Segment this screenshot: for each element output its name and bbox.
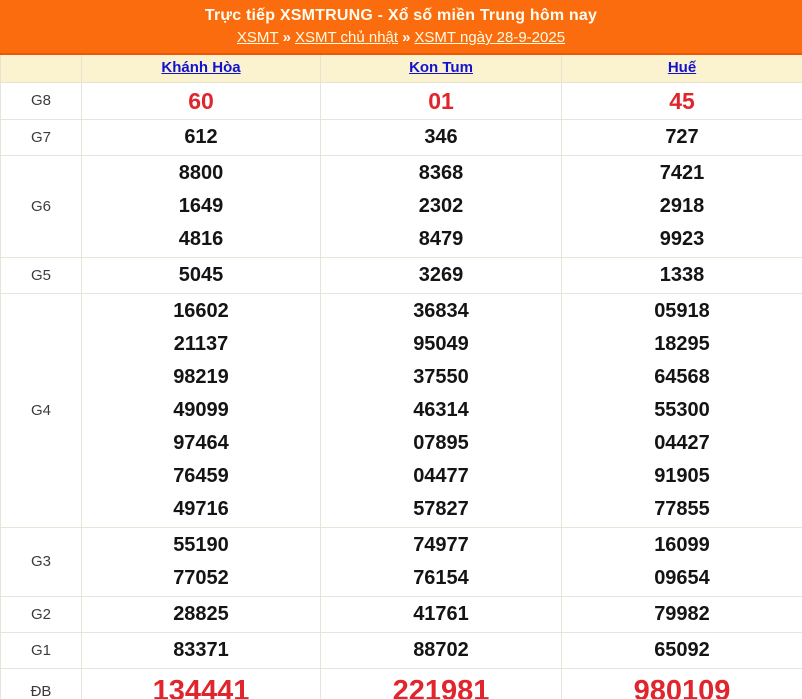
prize-number: 2302 bbox=[418, 194, 464, 217]
prize-cell bbox=[321, 596, 562, 632]
prize-number: 79982 bbox=[654, 602, 710, 625]
prize-number: 5045 bbox=[178, 263, 224, 286]
prize-number: 77855 bbox=[654, 497, 710, 520]
prize-cell bbox=[82, 82, 321, 119]
prize-number: 74977 bbox=[413, 533, 469, 556]
prize-number: 980109 bbox=[633, 674, 731, 699]
breadcrumb-link-xsmt-date[interactable]: XSMT ngày 28-9-2025 bbox=[414, 29, 566, 46]
prize-number: 346 bbox=[424, 125, 458, 148]
prize-number: 07895 bbox=[413, 431, 469, 454]
prize-number: 2918 bbox=[659, 194, 705, 217]
prize-number: 36834 bbox=[413, 299, 469, 322]
province-header-row bbox=[1, 55, 802, 82]
prize-label: G1 bbox=[1, 632, 82, 668]
results-body bbox=[1, 82, 802, 699]
prize-cell bbox=[562, 82, 802, 119]
prize-cell bbox=[562, 119, 802, 155]
breadcrumb-link-xsmt[interactable]: XSMT bbox=[236, 29, 279, 46]
prize-number: 37550 bbox=[413, 365, 469, 388]
prize-number: 49099 bbox=[173, 398, 229, 421]
prize-row-g8 bbox=[1, 82, 802, 119]
prize-number: 16602 bbox=[173, 299, 229, 322]
prize-number: 04477 bbox=[413, 464, 469, 487]
prize-label: G7 bbox=[1, 119, 82, 155]
prize-cell bbox=[321, 527, 562, 596]
prize-cell bbox=[82, 119, 321, 155]
breadcrumb-separator: » bbox=[402, 29, 411, 46]
prize-row-g6 bbox=[1, 155, 802, 257]
prize-number: 55190 bbox=[173, 533, 229, 556]
prize-label: G3 bbox=[1, 527, 82, 596]
prize-label: G2 bbox=[1, 596, 82, 632]
prize-cell bbox=[321, 668, 562, 699]
prize-number: 95049 bbox=[413, 332, 469, 355]
prize-number: 4816 bbox=[178, 227, 224, 250]
prize-number: 88702 bbox=[413, 638, 469, 661]
province-link-kon-tum[interactable]: Kon Tum bbox=[409, 59, 473, 77]
prize-number: 05918 bbox=[654, 299, 710, 322]
prize-label: ĐB bbox=[1, 668, 82, 699]
prize-number: 8800 bbox=[178, 161, 224, 184]
prize-number: 612 bbox=[184, 125, 218, 148]
prize-number: 8368 bbox=[418, 161, 464, 184]
prize-cell bbox=[82, 155, 321, 257]
prize-cell bbox=[562, 668, 802, 699]
prize-number: 83371 bbox=[173, 638, 229, 661]
page-banner bbox=[0, 0, 802, 55]
prize-number: 45 bbox=[669, 87, 695, 114]
prize-cell bbox=[82, 293, 321, 527]
province-header-kon-tum bbox=[321, 55, 562, 82]
prize-number: 1649 bbox=[178, 194, 224, 217]
prize-row-g1 bbox=[1, 632, 802, 668]
prize-number: 77052 bbox=[173, 566, 229, 589]
breadcrumb-separator: » bbox=[282, 29, 291, 46]
prize-row-g2 bbox=[1, 596, 802, 632]
prize-number: 8479 bbox=[418, 227, 464, 250]
prize-row-g7 bbox=[1, 119, 802, 155]
page-title: Trực tiếp XSMTRUNG - Xổ số miền Trung hôm nay bbox=[204, 7, 598, 24]
prize-number: 76154 bbox=[413, 566, 469, 589]
province-link-hue[interactable]: Huế bbox=[667, 59, 697, 77]
prize-label: G8 bbox=[1, 82, 82, 119]
prize-row-g3 bbox=[1, 527, 802, 596]
prize-number: 49716 bbox=[173, 497, 229, 520]
prize-number: 1338 bbox=[659, 263, 705, 286]
prize-number: 57827 bbox=[413, 497, 469, 520]
prize-cell bbox=[321, 155, 562, 257]
prize-number: 04427 bbox=[654, 431, 710, 454]
prize-number: 09654 bbox=[654, 566, 710, 589]
prize-cell bbox=[82, 527, 321, 596]
prize-number: 727 bbox=[665, 125, 699, 148]
prize-cell bbox=[562, 293, 802, 527]
prize-label: G4 bbox=[1, 293, 82, 527]
prize-cell bbox=[562, 257, 802, 293]
prize-cell bbox=[321, 82, 562, 119]
province-header-hue bbox=[562, 55, 802, 82]
breadcrumb-link-xsmt-chu-nhat[interactable]: XSMT chủ nhật bbox=[294, 29, 399, 46]
prize-row-đb bbox=[1, 668, 802, 699]
results-header bbox=[1, 55, 802, 82]
prize-cell bbox=[82, 596, 321, 632]
lottery-results-table bbox=[0, 55, 802, 699]
province-link-khanh-hoa[interactable]: Khánh Hòa bbox=[161, 59, 241, 77]
prize-number: 18295 bbox=[654, 332, 710, 355]
prize-row-g4 bbox=[1, 293, 802, 527]
prize-number: 64568 bbox=[654, 365, 710, 388]
prize-label: G5 bbox=[1, 257, 82, 293]
breadcrumb bbox=[237, 28, 565, 47]
prize-cell bbox=[562, 632, 802, 668]
prize-number: 97464 bbox=[173, 431, 229, 454]
prize-number: 28825 bbox=[173, 602, 229, 625]
prize-cell bbox=[321, 293, 562, 527]
prize-cell bbox=[82, 668, 321, 699]
prize-number: 41761 bbox=[413, 602, 469, 625]
prize-number: 98219 bbox=[173, 365, 229, 388]
prize-cell bbox=[562, 155, 802, 257]
prize-number: 9923 bbox=[659, 227, 705, 250]
prize-number: 01 bbox=[428, 87, 454, 114]
prize-cell bbox=[562, 596, 802, 632]
prize-cell bbox=[82, 632, 321, 668]
prize-cell bbox=[321, 632, 562, 668]
prize-number: 60 bbox=[188, 87, 214, 114]
prize-number: 91905 bbox=[654, 464, 710, 487]
prize-number: 65092 bbox=[654, 638, 710, 661]
prize-number: 221981 bbox=[392, 674, 490, 699]
prize-number: 46314 bbox=[413, 398, 469, 421]
province-header-khanh-hoa bbox=[82, 55, 321, 82]
prize-number: 7421 bbox=[659, 161, 705, 184]
prize-row-g5 bbox=[1, 257, 802, 293]
prize-cell bbox=[562, 527, 802, 596]
prize-cell bbox=[321, 257, 562, 293]
prize-number: 16099 bbox=[654, 533, 710, 556]
prize-cell bbox=[82, 257, 321, 293]
prize-cell bbox=[321, 119, 562, 155]
prize-label: G6 bbox=[1, 155, 82, 257]
prize-number: 76459 bbox=[173, 464, 229, 487]
prize-column-header bbox=[1, 55, 82, 82]
prize-number: 134441 bbox=[152, 674, 250, 699]
prize-number: 3269 bbox=[418, 263, 464, 286]
prize-number: 21137 bbox=[173, 332, 229, 355]
prize-number: 55300 bbox=[654, 398, 710, 421]
